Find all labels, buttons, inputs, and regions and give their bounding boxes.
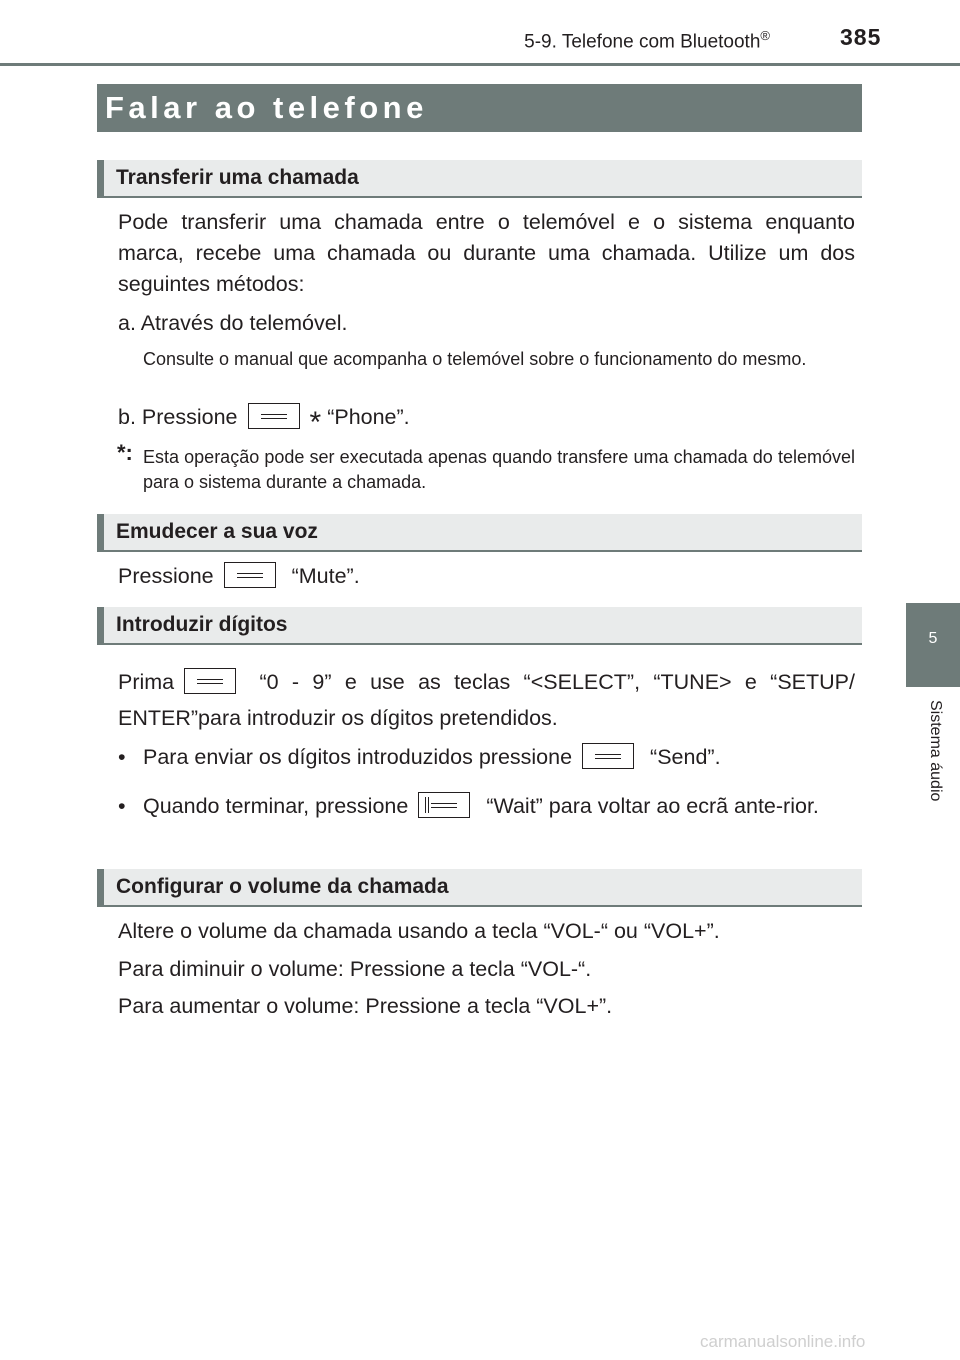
transfer-option-a: a. Através do telemóvel. [118,311,348,335]
digits-text [118,664,855,736]
running-header [524,28,770,53]
volume-line-2: Para diminuir o volume: Pressione a tecla “VOL-“. [118,957,592,981]
digits-suffix: “0 - 9” e use as teclas “<SELECT”, “TUNE> e “SETUP/ ENTER”para introduzir os dígitos pretendidos. [118,670,855,730]
chapter-label: Sistema áudio [927,700,944,802]
transfer-intro: Pode transferir uma chamada entre o telemóvel e o sistema enquanto marca, recebe uma chamada ou durante uma chamada. Utilize um dos seguintes métodos: [118,210,855,296]
footnote-mark: *: [117,440,133,465]
transfer-footnote: Esta operação pode ser executada apenas quando transfere uma chamada do telemóvel para o sistema durante a chamada. [143,447,855,492]
volume-line-3: Para aumentar o volume: Pressione a tecla “VOL+”. [118,994,613,1018]
digits-bullet-send [118,742,855,773]
section-heading-volume: Configurar o volume da chamada [97,869,862,907]
digits-prefix: Prima [118,670,175,694]
watermark: carmanualsonline.info [700,1332,866,1351]
phone-key-icon [248,403,300,429]
send-key-icon [582,743,634,769]
header-rule [0,63,960,66]
bullet-mark: • [118,794,126,818]
send-suffix: “Send”. [650,745,721,769]
bullet-mark: • [118,745,126,769]
mute-prefix: Pressione [118,564,214,588]
page-title: Falar ao telefone [97,84,862,132]
transfer-option-b [118,402,855,438]
running-header-text: 5-9. Telefone com Bluetooth [524,31,761,53]
digits-key-icon [184,668,236,694]
option-b-prefix: b. Pressione [118,405,238,429]
section-heading-mute: Emudecer a sua voz [97,514,862,552]
option-b-suffix: “Phone”. [327,405,410,429]
chapter-tab: 5 [906,603,960,687]
digits-bullet-wait [118,788,855,824]
page-number: 385 [840,24,882,50]
mute-key-icon [224,562,276,588]
volume-line-1: Altere o volume da chamada usando a tecla “VOL-“ ou “VOL+”. [118,919,720,943]
wait-prefix: Quando terminar, pressione [143,794,409,818]
section-heading-transfer: Transferir uma chamada [97,160,862,198]
wait-key-icon [418,792,470,818]
transfer-option-a-note: Consulte o manual que acompanha o telemóvel sobre o funcionamento do mesmo. [143,349,807,369]
asterisk-mark: * [309,406,322,439]
registered-mark: ® [760,28,770,43]
section-heading-digits: Introduzir dígitos [97,607,862,645]
mute-suffix: “Mute”. [291,564,360,588]
mute-text [118,561,855,592]
wait-suffix: “Wait” para voltar ao ecrã ante-rior. [486,794,819,818]
send-prefix: Para enviar os dígitos introduzidos pressione [143,745,573,769]
